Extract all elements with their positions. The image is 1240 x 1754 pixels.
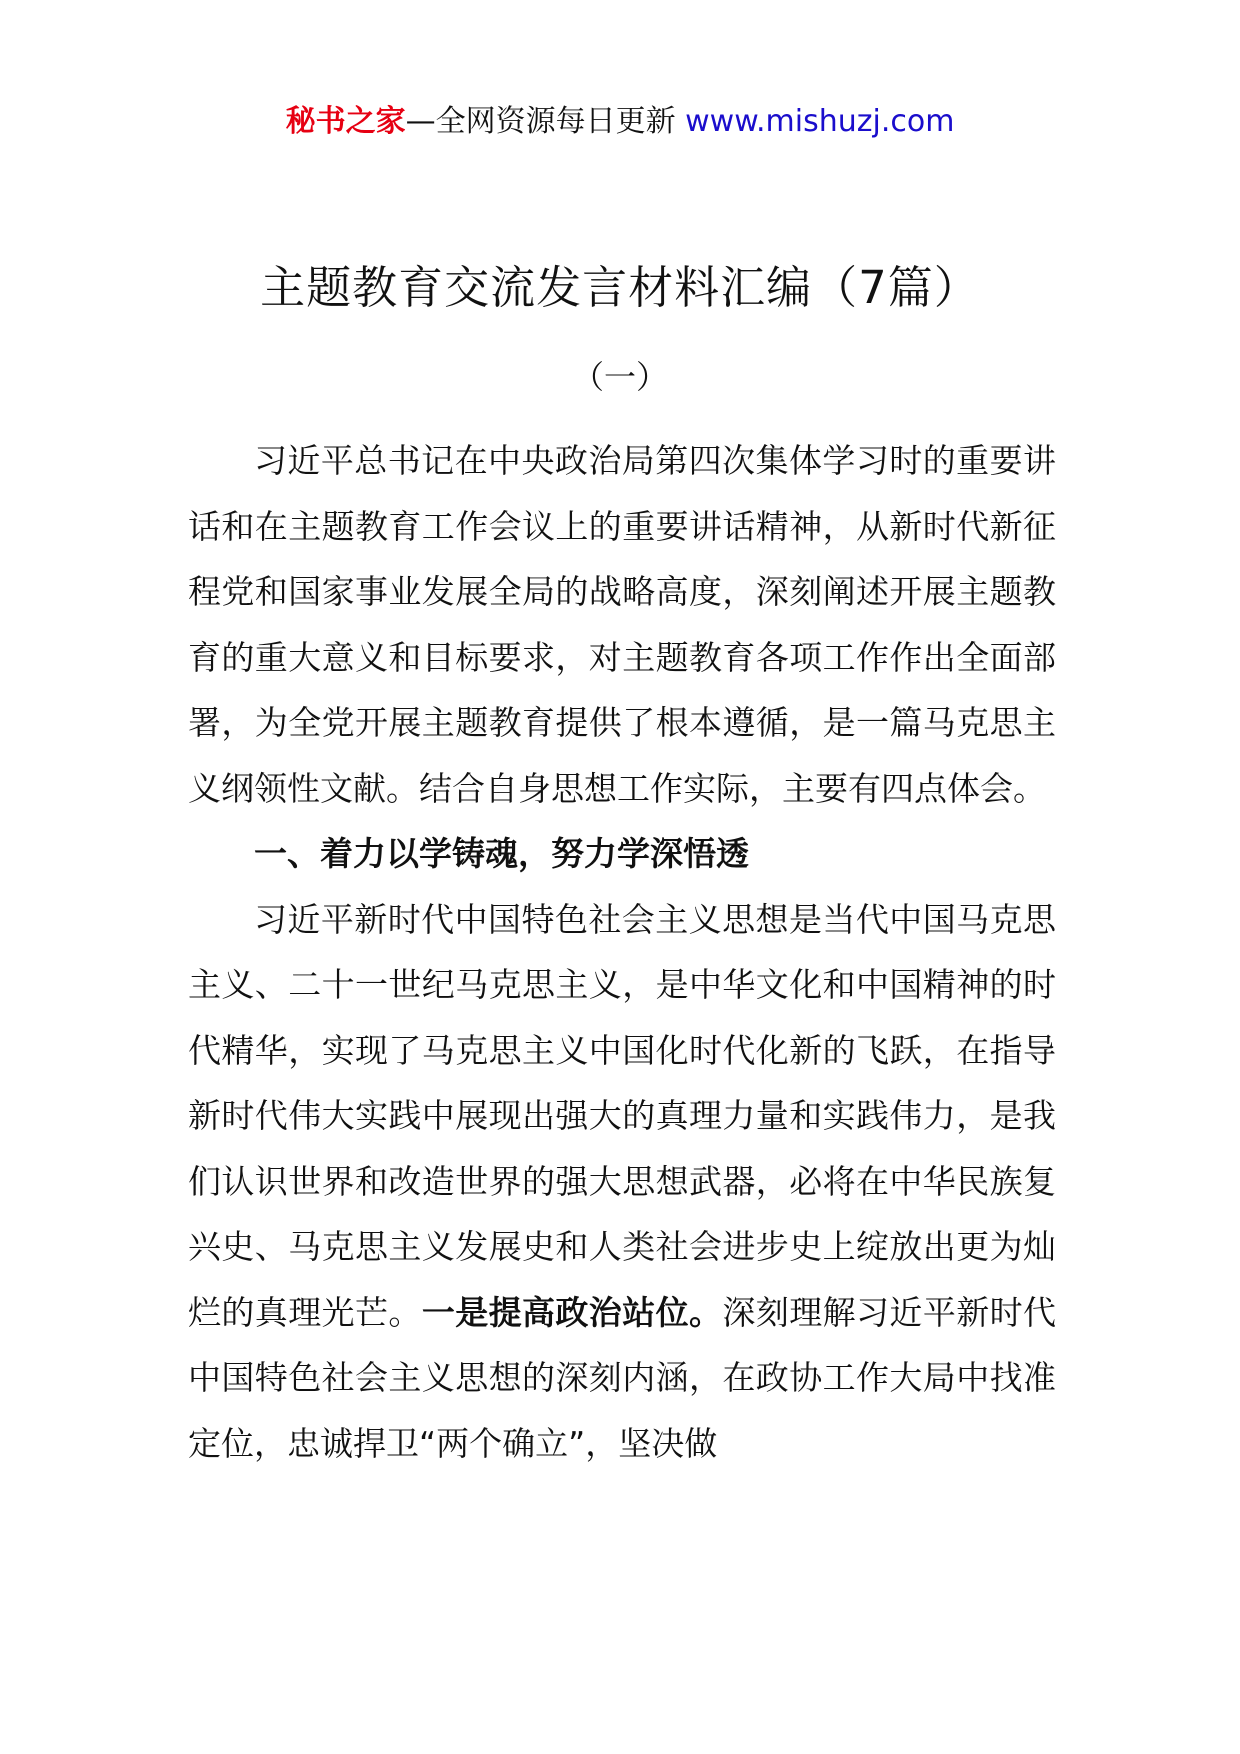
paragraph-bold-point: 一是提高政治站位。	[421, 1292, 723, 1332]
document-body	[188, 428, 1056, 1476]
site-link[interactable]: www.mishuzj.com	[685, 104, 955, 139]
paragraph-text: 习近平新时代中国特色社会主义思想是当代中国马克思主义、二十一世纪马克思主义，是中华文化和中国精神的时代精华，实现了马克思主义中国化时代化新的飞跃，在指导新时代伟大实践中展现出强大的真理力量和实践伟力，是我们认识世界和改造世界的强大思想武器，必将在中华民族复兴史、马克思主义发展史和人类社会进步史上绽放出更为灿烂的真理光芒。	[188, 899, 1056, 1332]
brand-name: 秘书之家	[285, 104, 406, 139]
header-tagline: —全网资源每日更新	[405, 104, 686, 139]
paragraph-body	[188, 887, 1056, 1477]
document-title: 主题教育交流发言材料汇编（7篇）	[260, 261, 980, 314]
paragraph-text-continued: 深刻理解习近平新时代中国特色社会主义思想的深刻内涵，在政协工作大局中找准定位，忠诚捍卫“两个确立”，坚决做	[188, 1292, 1057, 1463]
site-header	[0, 100, 1240, 144]
section-number: （一）	[571, 358, 668, 396]
section-heading: 一、着力以学铸魂，努力学深悟透	[254, 834, 749, 873]
paragraph-intro: 习近平总书记在中央政治局第四次集体学习时的重要讲话和在主题教育工作会议上的重要讲话精神，从新时代新征程党和国家事业发展全局的战略高度，深刻阐述开展主题教育的重大意义和目标要求，对主题教育各项工作作出全面部署，为全党开展主题教育提供了根本遵循，是一篇马克思主义纲领性文献。结合自身思想工作实际，主要有四点体会。	[188, 441, 1056, 808]
